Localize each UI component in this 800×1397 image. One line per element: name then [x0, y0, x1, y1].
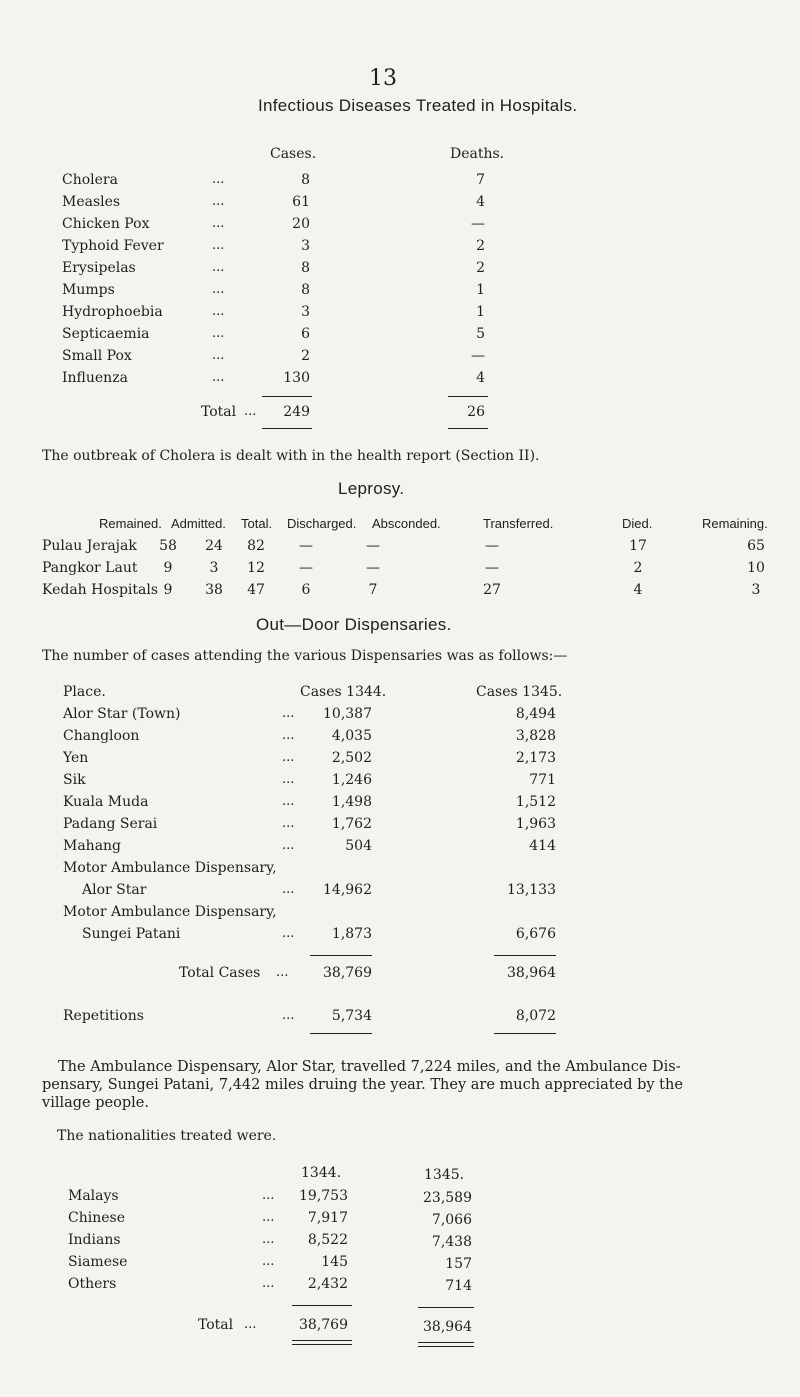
cases-value: 130: [283, 370, 310, 386]
value-1344: 7,917: [307, 1210, 348, 1226]
place-name: Sungei Patani: [82, 926, 181, 942]
remained-value: 9: [163, 560, 173, 576]
divider: [494, 955, 556, 956]
died-value: 2: [633, 560, 643, 576]
total-value: 47: [247, 582, 265, 598]
absconded-value: —: [366, 538, 380, 554]
place-name: Kuala Muda: [63, 794, 149, 810]
absconded-value: 7: [368, 582, 378, 598]
place-column-header: Place.: [63, 684, 106, 700]
cases-1344-value: 14,962: [323, 882, 372, 898]
cases-1345-value: 414: [529, 838, 556, 854]
nationality-name: Siamese: [68, 1254, 128, 1270]
nationality-name: Malays: [68, 1188, 119, 1204]
remaining-value: 65: [747, 538, 765, 554]
leader-dots: ...: [276, 965, 289, 980]
value-1344: 19,753: [299, 1188, 348, 1204]
deaths-value: 5: [476, 326, 485, 342]
cases-1345-value: 8,494: [515, 706, 556, 722]
disease-name: Small Pox: [62, 348, 132, 364]
place-name: Pulau Jerajak: [42, 538, 137, 554]
cases-1345-value: 771: [529, 772, 556, 788]
deaths-value: 7: [476, 172, 485, 188]
died-value: 4: [633, 582, 643, 598]
divider: [292, 1340, 352, 1341]
header-remaining: Remaining.: [702, 516, 768, 531]
deaths-value: 4: [476, 370, 485, 386]
leader-dots: ...: [262, 1210, 275, 1225]
deaths-value: —: [471, 216, 485, 232]
place-name: Changloon: [63, 728, 140, 744]
header-transferred: Transferred.: [483, 516, 554, 531]
deaths-value: 4: [476, 194, 485, 210]
total-deaths: 26: [467, 404, 485, 420]
remaining-value: 3: [751, 582, 761, 598]
total-cases: 249: [283, 404, 310, 420]
leader-dots: ...: [262, 1188, 275, 1203]
cases-1345-value: 3,828: [515, 728, 556, 744]
deaths-value: 2: [476, 238, 485, 254]
died-value: 17: [629, 538, 647, 554]
leader-dots: ...: [282, 750, 295, 765]
remained-value: 58: [159, 538, 177, 554]
cases-value: 8: [301, 172, 310, 188]
transferred-value: —: [485, 538, 499, 554]
paragraph-line: The Ambulance Dispensary, Alor Star, travelled 7,224 miles, and the Ambulance Dis-: [58, 1059, 681, 1075]
cases-1344-value: 1,873: [331, 926, 372, 942]
total-label: Total: [201, 404, 237, 420]
discharged-value: 6: [301, 582, 311, 598]
cases-1344-value: 1,498: [331, 794, 372, 810]
divider: [262, 396, 312, 397]
place-name: Yen: [63, 750, 89, 766]
divider: [310, 955, 372, 956]
disease-name: Cholera: [62, 172, 118, 188]
cases-value: 6: [301, 326, 310, 342]
admitted-value: 3: [209, 560, 219, 576]
leader-dots: ...: [282, 816, 295, 831]
deaths-value: 1: [476, 282, 485, 298]
header-total: Total.: [241, 516, 273, 531]
place-name: Pangkor Laut: [42, 560, 138, 576]
leader-dots: ...: [212, 326, 225, 341]
divider: [310, 1033, 372, 1034]
value-1344: 8,522: [307, 1232, 348, 1248]
divider: [262, 428, 312, 429]
value-1345: 714: [445, 1278, 472, 1294]
cases-1344-value: 10,387: [323, 706, 372, 722]
disease-name: Chicken Pox: [62, 216, 150, 232]
divider: [448, 396, 488, 397]
cases-value: 8: [301, 260, 310, 276]
divider: [292, 1305, 352, 1306]
leader-dots: ...: [282, 728, 295, 743]
disease-name: Mumps: [62, 282, 115, 298]
value-1345: 7,066: [431, 1212, 472, 1228]
header-remained: Remained.: [99, 516, 162, 531]
cases-1345-value: 1,512: [515, 794, 556, 810]
place-name: Padang Serai: [63, 816, 158, 832]
year-1345-header: 1345.: [424, 1167, 465, 1183]
deaths-column-header: Deaths.: [450, 146, 505, 162]
total-1344: 38,769: [323, 965, 372, 981]
cases-value: 8: [301, 282, 310, 298]
divider: [292, 1344, 352, 1345]
nationality-name: Others: [68, 1276, 117, 1292]
leader-dots: ...: [212, 370, 225, 385]
place-name: Sik: [63, 772, 86, 788]
leader-dots: ...: [212, 348, 225, 363]
place-name: Mahang: [63, 838, 122, 854]
year-1344-header: 1344.: [301, 1165, 342, 1181]
cases-value: 3: [301, 238, 310, 254]
leader-dots: ...: [282, 706, 295, 721]
header-discharged: Discharged.: [287, 516, 357, 531]
total-label: Total: [198, 1317, 234, 1333]
value-1345: 7,438: [431, 1234, 472, 1250]
total-1345: 38,964: [507, 965, 556, 981]
cases-1344-value: 504: [345, 838, 372, 854]
disease-name: Measles: [62, 194, 121, 210]
leprosy-heading: Leprosy.: [338, 479, 405, 498]
leader-dots: ...: [262, 1254, 275, 1269]
total-value: 12: [247, 560, 265, 576]
leader-dots: ...: [212, 216, 225, 231]
disease-name: Typhoid Fever: [62, 238, 164, 254]
total-cases-label: Total Cases: [179, 965, 261, 981]
place-name: Motor Ambulance Dispensary,: [63, 860, 277, 876]
value-1345: 23,589: [423, 1190, 472, 1206]
place-name: Motor Ambulance Dispensary,: [63, 904, 277, 920]
value-1344: 2,432: [307, 1276, 348, 1292]
leader-dots: ...: [282, 1008, 295, 1023]
leader-dots: ...: [282, 838, 295, 853]
transferred-value: 27: [483, 582, 501, 598]
leader-dots: ...: [212, 282, 225, 297]
deaths-value: 1: [476, 304, 485, 320]
nationalities-intro: The nationalities treated were.: [57, 1128, 277, 1144]
cases-value: 20: [292, 216, 310, 232]
cases-1345-value: 6,676: [515, 926, 556, 942]
place-name: Kedah Hospitals: [42, 582, 159, 598]
leader-dots: ...: [212, 194, 225, 209]
page-number: 13: [369, 66, 397, 91]
absconded-value: —: [366, 560, 380, 576]
remained-value: 9: [163, 582, 173, 598]
deaths-value: 2: [476, 260, 485, 276]
transferred-value: —: [485, 560, 499, 576]
leader-dots: ...: [282, 794, 295, 809]
divider: [418, 1346, 474, 1347]
header-absconded: Absconded.: [372, 516, 441, 531]
infectious-diseases-heading: Infectious Diseases Treated in Hospitals.: [258, 96, 578, 115]
leader-dots: ...: [262, 1232, 275, 1247]
cases-1345-value: 2,173: [515, 750, 556, 766]
cases-1344-value: 1,762: [331, 816, 372, 832]
admitted-value: 24: [205, 538, 223, 554]
cases-value: 61: [292, 194, 310, 210]
cholera-note: The outbreak of Cholera is dealt with in the health report (Section II).: [42, 448, 540, 464]
cases-1345-value: 1,963: [515, 816, 556, 832]
divider: [494, 1033, 556, 1034]
cases-column-header: Cases.: [270, 146, 317, 162]
value-1344: 145: [321, 1254, 348, 1270]
nationality-name: Indians: [68, 1232, 121, 1248]
ambulance-paragraph: [42, 1058, 782, 1112]
cases-1344-value: 2,502: [331, 750, 372, 766]
divider: [448, 428, 488, 429]
paragraph-line: village people.: [42, 1095, 149, 1111]
nationality-name: Chinese: [68, 1210, 125, 1226]
value-1345: 157: [445, 1256, 472, 1272]
cases-1345-value: 13,133: [507, 882, 556, 898]
leader-dots: ...: [212, 172, 225, 187]
leader-dots: ...: [244, 1317, 257, 1332]
leader-dots: ...: [244, 404, 257, 419]
divider: [418, 1342, 474, 1343]
total-1345: 38,964: [423, 1319, 472, 1335]
disease-name: Hydrophoebia: [62, 304, 163, 320]
cases-1344-value: 1,246: [331, 772, 372, 788]
leader-dots: ...: [212, 304, 225, 319]
cases-1345-header: Cases 1345.: [476, 684, 563, 700]
cases-1344-value: 4,035: [331, 728, 372, 744]
cases-value: 2: [301, 348, 310, 364]
leader-dots: ...: [282, 772, 295, 787]
header-died: Died.: [622, 516, 653, 531]
divider: [418, 1307, 474, 1308]
leader-dots: ...: [262, 1276, 275, 1291]
header-admitted: Admitted.: [171, 516, 226, 531]
repetitions-1344: 5,734: [331, 1008, 372, 1024]
place-name: Alor Star (Town): [63, 706, 181, 722]
remaining-value: 10: [747, 560, 765, 576]
discharged-value: —: [299, 538, 313, 554]
repetitions-1345: 8,072: [515, 1008, 556, 1024]
leader-dots: ...: [212, 260, 225, 275]
disease-name: Erysipelas: [62, 260, 136, 276]
place-name: Alor Star: [82, 882, 147, 898]
total-value: 82: [247, 538, 265, 554]
discharged-value: —: [299, 560, 313, 576]
disease-name: Influenza: [62, 370, 128, 386]
leader-dots: ...: [282, 882, 295, 897]
leader-dots: ...: [282, 926, 295, 941]
cases-1344-header: Cases 1344.: [300, 684, 387, 700]
deaths-value: —: [471, 348, 485, 364]
total-1344: 38,769: [299, 1317, 348, 1333]
dispensaries-intro: The number of cases attending the various Dispensaries was as follows:—: [42, 648, 568, 664]
leader-dots: ...: [212, 238, 225, 253]
cases-value: 3: [301, 304, 310, 320]
outdoor-dispensaries-heading: Out—Door Dispensaries.: [256, 615, 452, 634]
repetitions-label: Repetitions: [63, 1008, 144, 1024]
disease-name: Septicaemia: [62, 326, 150, 342]
paragraph-line: pensary, Sungei Patani, 7,442 miles druing the year. They are much appreciated by the: [42, 1077, 683, 1093]
admitted-value: 38: [205, 582, 223, 598]
